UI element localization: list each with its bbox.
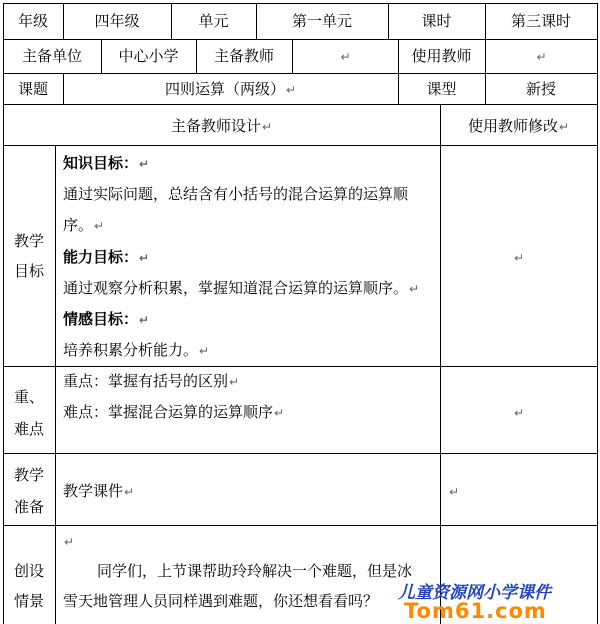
knowledge-goal-text: 通过实际问题，总结含有小括号的混合运算的运算顺 [63, 185, 409, 203]
ability-goal-heading: 能力目标：↵ [63, 248, 150, 266]
key-point-text: 重点：掌握有括号的区别↵ [63, 372, 240, 390]
emotion-goal-heading: 情感目标：↵ [63, 310, 150, 328]
table-border [55, 145, 56, 624]
watermark-top-text: 儿童资源网小学课件 [398, 583, 551, 603]
knowledge-goal-text-cont: 序。↵ [63, 216, 105, 234]
type-label: 课型 [426, 80, 457, 98]
scene-label-line2: 情景 [13, 592, 44, 610]
table-border [3, 453, 597, 454]
host-unit-value: 中心小学 [118, 47, 179, 65]
unit-value: 第一单元 [291, 12, 352, 30]
scene-text-cont: 雪天地管理人员同样遇到难题，你还想看看吗？ [63, 592, 379, 610]
goals-label-line1: 教学 [13, 232, 44, 250]
using-teacher-label: 使用教师 [411, 47, 472, 65]
table-border [440, 104, 441, 624]
difficult-point-text: 难点：掌握混合运算的运算顺序↵ [63, 403, 285, 421]
type-value: 新授 [525, 80, 556, 98]
table-border [3, 73, 597, 74]
table-border [3, 39, 597, 40]
prep-label-line1: 教学 [13, 466, 44, 484]
table-border [3, 3, 597, 4]
scene-label-line1: 创设 [13, 562, 44, 580]
design-column-header: 主备教师设计↵ [170, 117, 273, 135]
scene-blank-line: ↵ [64, 535, 75, 549]
prep-revision-cell: ↵ [449, 485, 460, 499]
scene-text: 同学们，上节课帮助玲玲解决一个难题，但是冰 [97, 562, 413, 580]
prep-text: 教学课件↵ [63, 482, 135, 500]
table-border [3, 145, 597, 146]
unit-label: 单元 [198, 12, 229, 30]
host-teacher-label: 主备教师 [213, 47, 274, 65]
revision-column-header: 使用教师修改↵ [467, 117, 570, 135]
grade-value: 四年级 [94, 12, 140, 30]
goals-label-line2: 目标 [13, 262, 44, 280]
prep-label-line2: 准备 [13, 498, 44, 516]
table-border [3, 104, 597, 105]
grade-label: 年级 [17, 12, 48, 30]
key-points-label-line2: 难点 [13, 420, 44, 438]
key-points-revision-cell: ↵ [513, 406, 525, 420]
emotion-goal-text: 培养积累分析能力。↵ [63, 341, 210, 359]
topic-value: 四则运算（两级）↵ [164, 80, 297, 98]
goals-revision-cell: ↵ [513, 251, 525, 265]
lesson-value: 第三课时 [510, 12, 571, 30]
table-border [3, 366, 597, 367]
knowledge-goal-heading: 知识目标：↵ [63, 154, 150, 172]
host-unit-label: 主备单位 [21, 47, 82, 65]
key-points-label-line1: 重、 [13, 388, 44, 406]
topic-label: 课题 [17, 80, 48, 98]
using-teacher-value: ↵ [536, 50, 547, 64]
ability-goal-text: 通过观察分析积累，掌握知道混合运算的运算顺序。↵ [63, 279, 420, 297]
lesson-label: 课时 [421, 12, 452, 30]
table-border [3, 525, 597, 526]
watermark-logo-text: Tom61.com [404, 599, 547, 623]
host-teacher-value: ↵ [340, 50, 351, 64]
table-border [597, 3, 598, 624]
